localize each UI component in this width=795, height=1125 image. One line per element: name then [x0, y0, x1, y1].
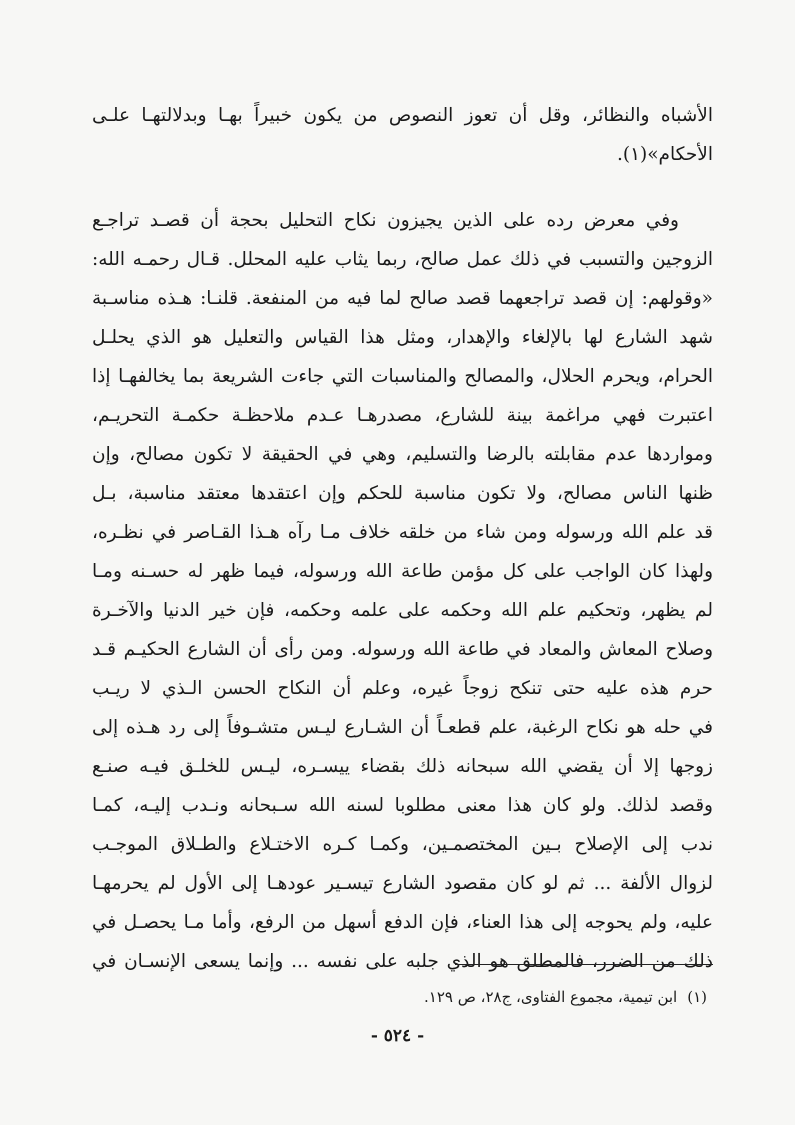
- text-line: الزوجين والتسبب في ذلك عمل صالح، ربما يثاب عليه المحلل. قـال رحمـه الله:: [92, 249, 713, 270]
- paragraph-2: [92, 201, 713, 981]
- text-line: قد علم الله ورسوله ومن شاء من خلقه خلاف مـا رآه هـذا القـاصر في نظـره،: [92, 522, 713, 543]
- text-line: زوجها إلا أن يقضي الله سبحانه ذلك بقضاء ييسـره، ليـس للخلـق فيـه صنـع: [92, 756, 713, 777]
- text-line: شهد الشارع لها بالإلغاء والإهدار، ومثل هذا القياس والتعليل هو الذي يحلـل: [92, 327, 713, 348]
- page-number: - ٥٢٤ -: [370, 1026, 425, 1046]
- text-line: وفي معرض رده على الذين يجيزون نكاح التحليل بحجة أن قصـد تراجـع: [92, 210, 679, 231]
- text-line: لم يظهر، وتحكيم علم الله وحكمه على علمه وحكمه، فإن خير الدنيا والآخـرة: [92, 600, 713, 621]
- text-line: ذلك من الضرر، فالمطلق هو الذي جلبه على نفسه ... وإنما يسعى الإنسـان في: [92, 951, 713, 972]
- text-line: الأشباه والنظائر، وقل أن تعوز النصوص من يكون خبيراً بهـا وبدلالتهـا علـى: [92, 105, 713, 126]
- text-line: ظنها الناس مصالح، ولا تكون مناسبة للحكم وإن اعتقدها معتقد مناسبة، بـل: [92, 483, 713, 504]
- text-line: ولهذا كان الواجب على كل مؤمن طاعة الله ورسوله، فيما ظهر له حسـنه ومـا: [92, 561, 713, 582]
- paragraph-1: [92, 96, 713, 174]
- text-line: في حله هو نكاح الرغبة، علم قطعـاً أن الشـارع ليـس متشـوفاً إلى رد هـذه إلى: [92, 717, 713, 738]
- text-line: ومواردها عدم مقابلته بالرضا والتسليم، وهي في الحقيقة لا تكون مصالح، وإن: [92, 444, 713, 465]
- footnote-divider: [455, 964, 713, 965]
- footnote-text: ابن تيمية، مجموع الفتاوى، ج٢٨، ص ١٢٩.: [423, 988, 678, 1006]
- footnote-number: (١): [687, 988, 707, 1006]
- text-line: عليه، ولم يحوجه إلى هذا العناء، فإن الدفع أسهل من الرفع، وأما مـا يحصـل في: [92, 912, 713, 933]
- text-line: الأحكام»(١).: [616, 144, 713, 165]
- text-line: وقصد لذلك. ولو كان هذا معنى مطلوبا لسنه الله سـبحانه ونـدب إليـه، كمـا: [92, 795, 713, 816]
- text-line: وصلاح المعاش والمعاد في طاعة الله ورسوله. ومن رأى أن الشارع الحكيـم قـد: [92, 639, 713, 660]
- text-line: ندب إلى الإصلاح بـين المختصمـين، وكمـا كـره الاختـلاع والطـلاق الموجـب: [92, 834, 713, 855]
- text-line: حرم هذه عليه حتى تنكح زوجاً غيره، وعلم أن النكاح الحسن الـذي لا ريـب: [92, 678, 713, 699]
- text-line: لزوال الألفة ... ثم لو كان مقصود الشارع تيسـير عودهـا إلى الأول لم يحرمهـا: [92, 873, 713, 894]
- footnote: [92, 985, 707, 1009]
- text-line: «وقولهم: إن قصد تراجعهما قصد صالح لما فيه من المنفعة. قلنـا: هـذه مناسـبة: [92, 288, 713, 309]
- text-line: اعتبرت فهي مراغمة بينة للشارع، مصدرهـا عـدم ملاحظـة حكمـة التحريـم،: [92, 405, 713, 426]
- text-line: الحرام، ويحرم الحلال، والمصالح والمناسبات التي جاءت الشريعة بما يخالفهـا إذا: [92, 366, 713, 387]
